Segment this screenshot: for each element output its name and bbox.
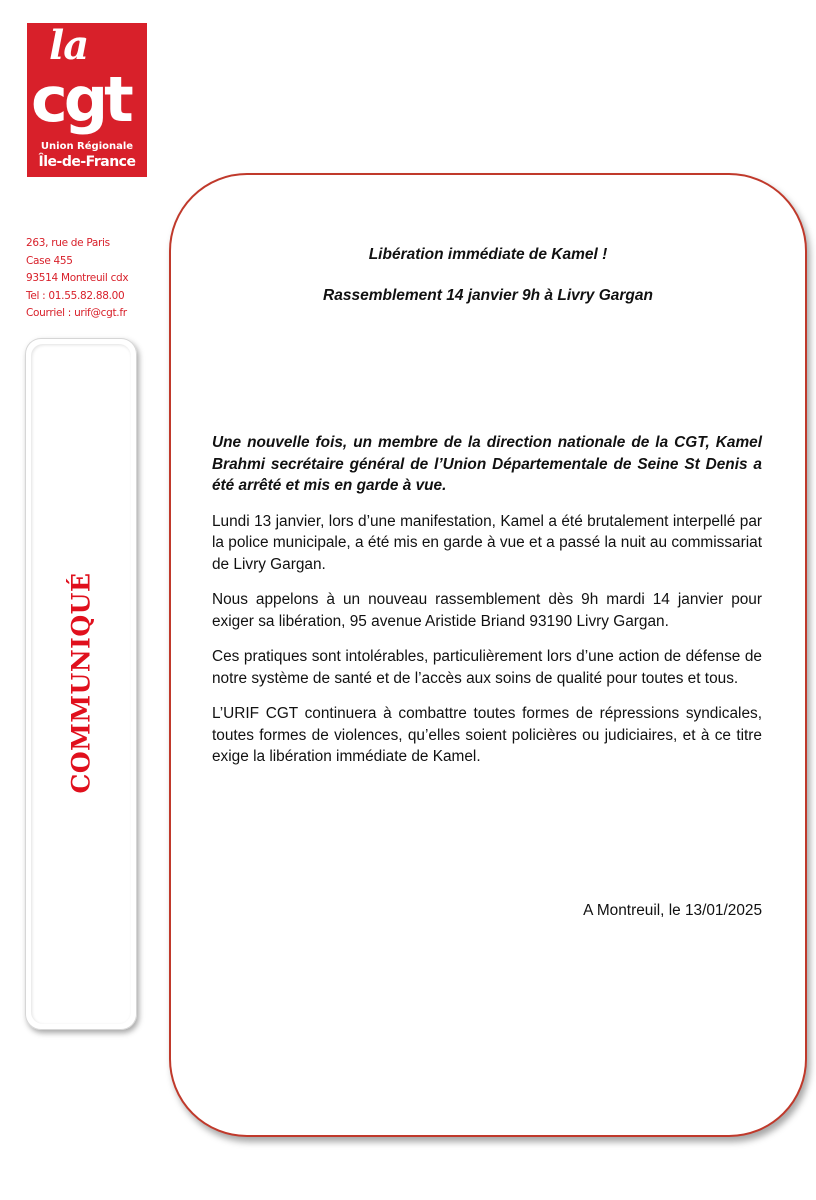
address-block [26, 235, 166, 323]
address-email: Courriel : urif@cgt.fr [26, 307, 127, 319]
communique-side-panel [25, 338, 137, 1030]
logo-cgt-text: cgt [31, 63, 130, 136]
paragraph-lead: Une nouvelle fois, un membre de la direction nationale de la CGT, Kamel Brahmi secrétaire général de l’Union Départementale de Seine St Denis a été arrêté et mis en garde à vue. [212, 434, 762, 494]
address-phone: Tel : 01.55.82.88.00 [26, 289, 125, 302]
address-city: 93514 Montreuil cdx [26, 272, 129, 284]
address-street: 263, rue de Paris [26, 237, 110, 249]
document-subtitle: Rassemblement 14 janvier 9h à Livry Gargan [323, 287, 653, 304]
document-body [212, 432, 762, 782]
logo-region-text: Île-de-France [38, 154, 136, 170]
logo-la-text: la [49, 23, 89, 69]
paragraph: Nous appelons à un nouveau rassemblement dès 9h mardi 14 janvier pour exiger sa libération, 95 avenue Aristide Briand 93190 Livry Gargan. [212, 591, 762, 630]
paragraph: Ces pratiques sont intolérables, particulièrement lors d’une action de défense de notre système de santé et de l’accès aux soins de qualité pour toutes et tous. [212, 648, 762, 687]
document-title: Libération immédiate de Kamel ! [368, 246, 608, 263]
paragraph: Lundi 13 janvier, lors d’une manifestation, Kamel a été brutalement interpellé par la police municipale, a été mis en garde à vue et a passé la nuit au commissariat de Livry Gargan. [212, 512, 762, 573]
cgt-logo [27, 23, 147, 177]
address-case: Case 455 [26, 254, 73, 267]
signature-line: A Montreuil, le 13/01/2025 [583, 902, 762, 919]
paragraph: L’URIF CGT continuera à combattre toutes formes de répressions syndicales, toutes formes de violences, qu’elles soient policières ou judiciaires, et à ce titre exige la libération immédiate de Kamel. [212, 705, 762, 765]
communique-label: COMMUNIQUÉ [66, 572, 96, 794]
logo-union-text: Union Régionale [40, 141, 134, 152]
